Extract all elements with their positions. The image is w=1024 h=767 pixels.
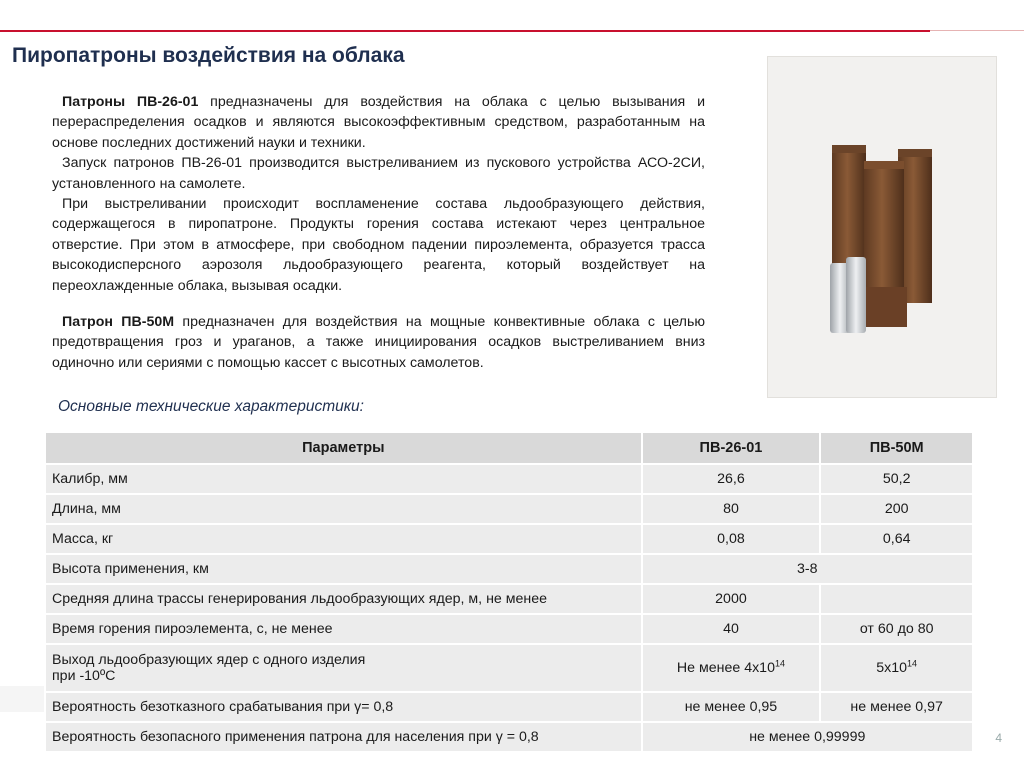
table-row <box>46 495 972 523</box>
side-decoration <box>0 686 44 712</box>
cartridges-photo <box>767 56 997 398</box>
row-param-line1: Выход льдообразующих ядер с одного изделия <box>52 652 366 668</box>
top-accent-rule <box>0 30 930 32</box>
row-value-pv50: не менее 0,97 <box>821 693 972 721</box>
row-value-pv26: 40 <box>643 615 820 643</box>
table-row <box>46 615 972 643</box>
row-value-pv50 <box>821 585 972 613</box>
pv26-name: Патроны ПВ-26-01 <box>62 94 199 110</box>
row-value-pv50 <box>821 645 972 691</box>
table-row <box>46 555 972 583</box>
pv50-name: Патрон ПВ-50М <box>62 314 175 331</box>
value-base: 5х10 <box>876 660 908 676</box>
row-param: Калибр, мм <box>46 465 641 493</box>
row-value-pv50: 200 <box>821 495 972 523</box>
row-value-pv50: от 60 до 80 <box>821 615 972 643</box>
row-param: Длина, мм <box>46 495 641 523</box>
pv50-purpose-text: предназначен для воздействия на мощные конвективные облака с целью предотвращения гроз и ураганов, а также инициирования осадков выстреливанием вниз одиночно или сериями с помощью кассет с высотных самолетов. <box>52 314 705 371</box>
table-row <box>46 525 972 553</box>
paragraph-pv50-purpose <box>52 312 705 373</box>
row-value-pv26: 2000 <box>643 585 820 613</box>
row-value-pv26: 0,08 <box>643 525 820 553</box>
row-value-pv26: не менее 0,95 <box>643 693 820 721</box>
table-row <box>46 723 972 751</box>
pv26-purpose-text: предназначены для воздействия на облака с целью вызывания и перераспределения осадков и являются высокоэффективным средством, разработанным на основе последних достижений науки и техники. <box>52 94 705 151</box>
header-pv26: ПВ-26-01 <box>643 433 820 463</box>
spec-table <box>44 431 974 753</box>
row-value-merged: не менее 0,99999 <box>643 723 972 751</box>
row-param: Масса, кг <box>46 525 641 553</box>
cartridge-front-top <box>864 161 904 169</box>
row-param: Средняя длина трассы генерирования льдообразующих ядер, м, не менее <box>46 585 641 613</box>
header-parameters: Параметры <box>46 433 641 463</box>
spec-subheading: Основные технические характеристики: <box>58 398 364 415</box>
row-param: Время горения пироэлемента, с, не менее <box>46 615 641 643</box>
top-rule-tail <box>930 30 1024 31</box>
table-row <box>46 585 972 613</box>
page-number: 4 <box>995 731 1002 745</box>
cartridge-back-right-top <box>898 149 932 157</box>
paragraph-pv26-purpose <box>52 92 705 153</box>
page-title: Пиропатроны воздействия на облака <box>12 44 405 67</box>
row-value-pv50: 0,64 <box>821 525 972 553</box>
table-header-row <box>46 433 972 463</box>
paragraph-pv26-combustion: При выстреливании происходит воспламенение состава льдообразующего действия, содержащегося в пиропатроне. Продукты горения состава истекают через центральное отверстие. При этом в атмосфере, при свободном падении пироэлемента, образуется трасса высокодисперсного аэрозоля льдообразующего реагента, который воздействует на переохлажденные облака, вызывая осадки. <box>52 196 705 294</box>
cartridge-back-left-top <box>832 145 866 153</box>
table-row <box>46 693 972 721</box>
header-pv50: ПВ-50М <box>821 433 972 463</box>
row-param <box>46 645 641 691</box>
row-value-pv26: 80 <box>643 495 820 523</box>
row-param: Вероятность безопасного применения патрона для населения при γ = 0,8 <box>46 723 641 751</box>
table-row <box>46 465 972 493</box>
value-exponent: 14 <box>774 658 785 669</box>
table-row <box>46 645 972 691</box>
row-value-pv26 <box>643 645 820 691</box>
row-param: Высота применения, км <box>46 555 641 583</box>
description-text <box>52 92 705 373</box>
value-exponent: 14 <box>907 658 918 669</box>
row-value-merged: 3-8 <box>643 555 972 583</box>
row-param-line2: при -10ºС <box>52 668 116 684</box>
silver-cartridge-right <box>846 257 866 333</box>
cartridge-front-rim <box>861 287 907 327</box>
paragraph-pv26-launch: Запуск патронов ПВ-26-01 производится выстреливанием из пускового устройства АСО-2СИ, установленного на самолете. <box>52 155 705 192</box>
row-param: Вероятность безотказного срабатывания при γ= 0,8 <box>46 693 641 721</box>
row-value-pv50: 50,2 <box>821 465 972 493</box>
value-base: Не менее 4х10 <box>676 660 775 676</box>
cartridges-image <box>768 57 996 397</box>
row-value-pv26: 26,6 <box>643 465 820 493</box>
